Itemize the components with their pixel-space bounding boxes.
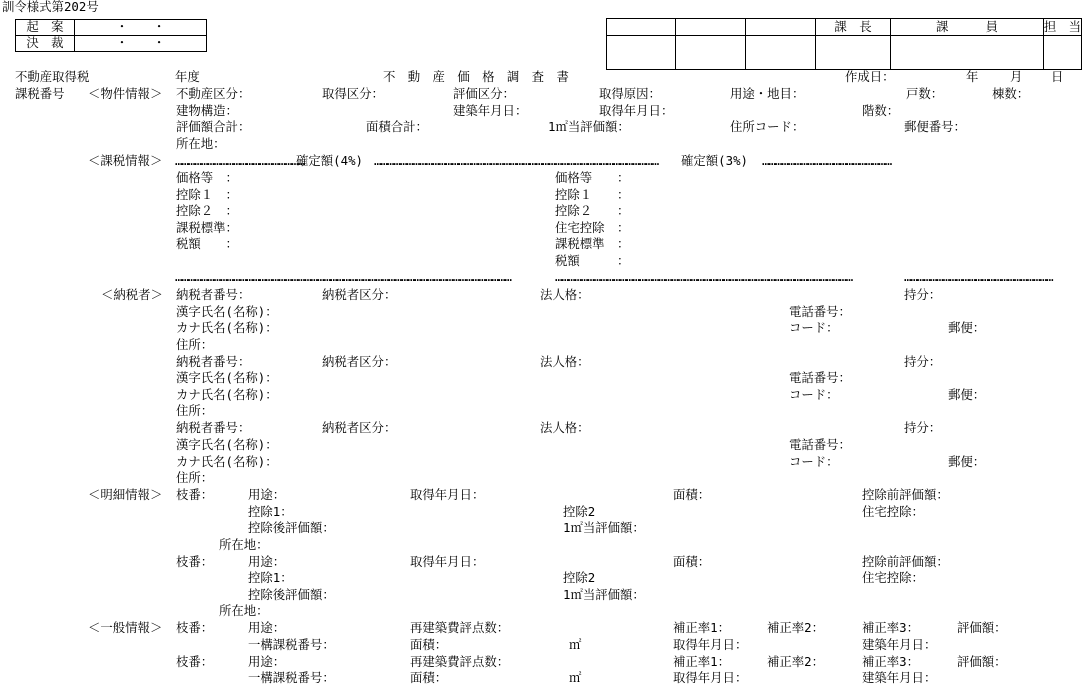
dotted-rule: …………………………………………………………………………………………………………………… xyxy=(374,153,659,168)
share-label: 持分： xyxy=(904,354,942,369)
acq-date-label: 取得年月日： xyxy=(673,670,748,685)
taxpayer-number: 納税者番号： xyxy=(176,420,251,435)
share-label: 持分： xyxy=(904,420,942,435)
kana-name: カナ氏名(名称)： xyxy=(176,320,278,335)
correction-rate2: 補正率2： xyxy=(767,620,825,635)
dotted-rule: …………………………………………………… xyxy=(175,153,305,168)
stamp-table xyxy=(606,18,1082,70)
created-year: 年 xyxy=(966,69,979,84)
stamp-header: 課 員 xyxy=(891,19,1044,36)
kanji-name: 漢字氏名(名称)： xyxy=(176,304,278,319)
corporate-status: 法人格： xyxy=(540,420,590,435)
kana-name: カナ氏名(名称)： xyxy=(176,387,278,402)
dotted-rule: …………………………………………………………… xyxy=(904,269,1053,284)
branch-label: 枝番： xyxy=(176,554,214,569)
stamp-cell xyxy=(815,36,890,70)
phone-label: 電話番号： xyxy=(789,370,851,385)
correction-rate3: 補正率3： xyxy=(862,654,920,669)
buildings-label: 棟数： xyxy=(992,86,1030,101)
tax-left-deduction1: 控除１ ： xyxy=(176,187,238,202)
post-label: 郵便： xyxy=(948,387,986,402)
area-label: 面積： xyxy=(673,487,711,502)
dotted-rule: ………………………………………………………………………………………………………………………………………… xyxy=(175,269,511,284)
tax-left-price: 価格等 ： xyxy=(176,170,238,185)
correction-rate2: 補正率2： xyxy=(767,654,825,669)
taxpayer-category: 納税者区分： xyxy=(322,354,397,369)
stamp-cell xyxy=(745,36,815,70)
stamp-cell xyxy=(607,36,676,70)
phone-label: 電話番号： xyxy=(789,437,851,452)
post-eval-label: 控除後評価額： xyxy=(248,520,335,535)
stamp-header: 担 当 xyxy=(1043,18,1081,34)
location-label: 所在地： xyxy=(176,136,226,151)
use-label: 用途： xyxy=(248,487,286,502)
acquisition-cause: 取得原因： xyxy=(599,86,661,101)
property-type: 不動産区分： xyxy=(176,86,251,101)
fixed-3-label: 確定額(3%) xyxy=(681,153,749,168)
general-section: ＜一般情報＞ xyxy=(88,620,163,635)
tax-left-amount: 税額 ： xyxy=(176,236,238,251)
approval-date: ・ ・ xyxy=(75,36,207,52)
form-number: 訓令様式第202号 xyxy=(2,0,99,14)
acquisition-date-label: 取得年月日： xyxy=(599,103,674,118)
acq-date-label: 取得年月日： xyxy=(673,637,748,652)
built-date-label: 建築年月日： xyxy=(862,670,937,685)
branch-label: 枝番： xyxy=(176,487,214,502)
dotted-rule: …………………………………………………… xyxy=(762,153,892,168)
use-label: 用途： xyxy=(248,620,286,635)
floors-label: 階数： xyxy=(862,103,900,118)
phone-label: 電話番号： xyxy=(789,304,851,319)
area-total-label: 面積合計： xyxy=(366,119,428,134)
location-label: 所在地： xyxy=(219,537,269,552)
location-label: 所在地： xyxy=(219,603,269,618)
approval-date: ・ ・ xyxy=(75,20,207,36)
rebuild-points-label: 再建築費評点数： xyxy=(410,654,510,669)
usage-label: 用途・地目： xyxy=(730,86,805,101)
deduction1-label: 控除1： xyxy=(248,570,293,585)
postal-label: 郵便番号： xyxy=(904,119,966,134)
structure-label: 建物構造： xyxy=(176,103,238,118)
tax-name: 不動産取得税 xyxy=(15,69,90,84)
correction-rate1: 補正率1： xyxy=(673,654,731,669)
address-label: 住所： xyxy=(176,337,214,352)
taxpayer-section: ＜納税者＞ xyxy=(101,287,163,302)
fixed-4-label: 確定額(4%) xyxy=(296,153,364,168)
code-label: コード： xyxy=(789,454,839,469)
evaluation-label: 評価額： xyxy=(957,620,1007,635)
deduction2-label: 控除2 xyxy=(563,504,596,519)
corporate-status: 法人格： xyxy=(540,354,590,369)
tax-right-deduction1: 控除１ ： xyxy=(555,187,630,202)
tax-left-deduction2: 控除２ ： xyxy=(176,203,238,218)
stamp-header: 課 長 xyxy=(815,19,890,36)
tax-right-deduction2: 控除２ ： xyxy=(555,203,630,218)
area-label: 面積： xyxy=(410,670,448,685)
details-section: ＜明細情報＞ xyxy=(88,487,163,502)
stamp-cell xyxy=(1043,36,1081,70)
approval-label: 起 案 xyxy=(16,20,75,36)
stamp-cell xyxy=(891,36,1044,70)
document-title: 不 動 産 価 格 調 査 書 xyxy=(383,69,569,84)
address-label: 住所： xyxy=(176,403,214,418)
tax-right-price: 価格等 ： xyxy=(555,170,630,185)
created-label: 作成日： xyxy=(845,69,895,84)
built-date-label: 建築年月日： xyxy=(453,103,528,118)
deduction2-label: 控除2 xyxy=(563,570,596,585)
stamp-header xyxy=(607,19,676,36)
code-label: コード： xyxy=(789,387,839,402)
units-label: 戸数： xyxy=(906,86,944,101)
area-label: 面積： xyxy=(410,637,448,652)
per-m2-eval-label: 1㎡当評価額： xyxy=(563,587,645,602)
taxpayer-number: 納税者番号： xyxy=(176,354,251,369)
taxation-section: ＜課税情報＞ xyxy=(88,153,163,168)
evaluation-label: 評価額： xyxy=(957,654,1007,669)
area-label: 面積： xyxy=(673,554,711,569)
one-structure-number: 一構課税番号： xyxy=(248,637,335,652)
tax-right-housing: 住宅控除 ： xyxy=(555,220,630,235)
one-structure-number: 一構課税番号： xyxy=(248,670,335,685)
tax-number-label: 課税番号 xyxy=(15,86,65,101)
housing-deduction-label: 住宅控除： xyxy=(862,570,924,585)
post-label: 郵便： xyxy=(948,454,986,469)
created-month: 月 xyxy=(1010,69,1023,84)
eval-total-label: 評価額合計： xyxy=(176,119,251,134)
branch-label: 枝番： xyxy=(176,654,214,669)
stamp-header xyxy=(745,19,815,36)
acquisition-type: 取得区分： xyxy=(322,86,384,101)
kanji-name: 漢字氏名(名称)： xyxy=(176,370,278,385)
post-label: 郵便： xyxy=(948,320,986,335)
stamp-header xyxy=(676,19,745,36)
tax-right-amount: 税額 ： xyxy=(555,253,630,268)
evaluation-type: 評価区分： xyxy=(453,86,515,101)
created-day: 日 xyxy=(1051,69,1064,84)
dotted-rule: ………………………………………………………………………………………………………………………… xyxy=(555,269,853,284)
pre-eval-label: 控除前評価額： xyxy=(862,487,949,502)
code-label: コード： xyxy=(789,320,839,335)
correction-rate1: 補正率1： xyxy=(673,620,731,635)
stamp-cell xyxy=(676,36,745,70)
rebuild-points-label: 再建築費評点数： xyxy=(410,620,510,635)
kana-name: カナ氏名(名称)： xyxy=(176,454,278,469)
acq-date-label: 取得年月日： xyxy=(410,487,485,502)
acq-date-label: 取得年月日： xyxy=(410,554,485,569)
housing-deduction-label: 住宅控除： xyxy=(862,504,924,519)
per-m2-eval-label: 1㎡当評価額： xyxy=(563,520,645,535)
tax-left-standard: 課税標準： xyxy=(176,220,238,235)
branch-label: 枝番： xyxy=(176,620,214,635)
m2-unit: ㎡ xyxy=(569,670,582,685)
address-code-label: 住所コード： xyxy=(730,119,805,134)
per-m2-label: 1㎡当評価額： xyxy=(548,119,630,134)
tax-right-standard: 課税標準 ： xyxy=(555,236,630,251)
approval-table xyxy=(15,19,207,52)
year-label: 年度 xyxy=(175,69,200,84)
corporate-status: 法人格： xyxy=(540,287,590,302)
share-label: 持分： xyxy=(904,287,942,302)
deduction1-label: 控除1： xyxy=(248,504,293,519)
address-label: 住所： xyxy=(176,470,214,485)
use-label: 用途： xyxy=(248,654,286,669)
approval-label: 決 裁 xyxy=(16,36,75,52)
pre-eval-label: 控除前評価額： xyxy=(862,554,949,569)
kanji-name: 漢字氏名(名称)： xyxy=(176,437,278,452)
post-eval-label: 控除後評価額： xyxy=(248,587,335,602)
taxpayer-category: 納税者区分： xyxy=(322,420,397,435)
property-section: ＜物件情報＞ xyxy=(88,86,163,101)
taxpayer-number: 納税者番号： xyxy=(176,287,251,302)
built-date-label: 建築年月日： xyxy=(862,637,937,652)
taxpayer-category: 納税者区分： xyxy=(322,287,397,302)
use-label: 用途： xyxy=(248,554,286,569)
m2-unit: ㎡ xyxy=(569,637,582,652)
correction-rate3: 補正率3： xyxy=(862,620,920,635)
